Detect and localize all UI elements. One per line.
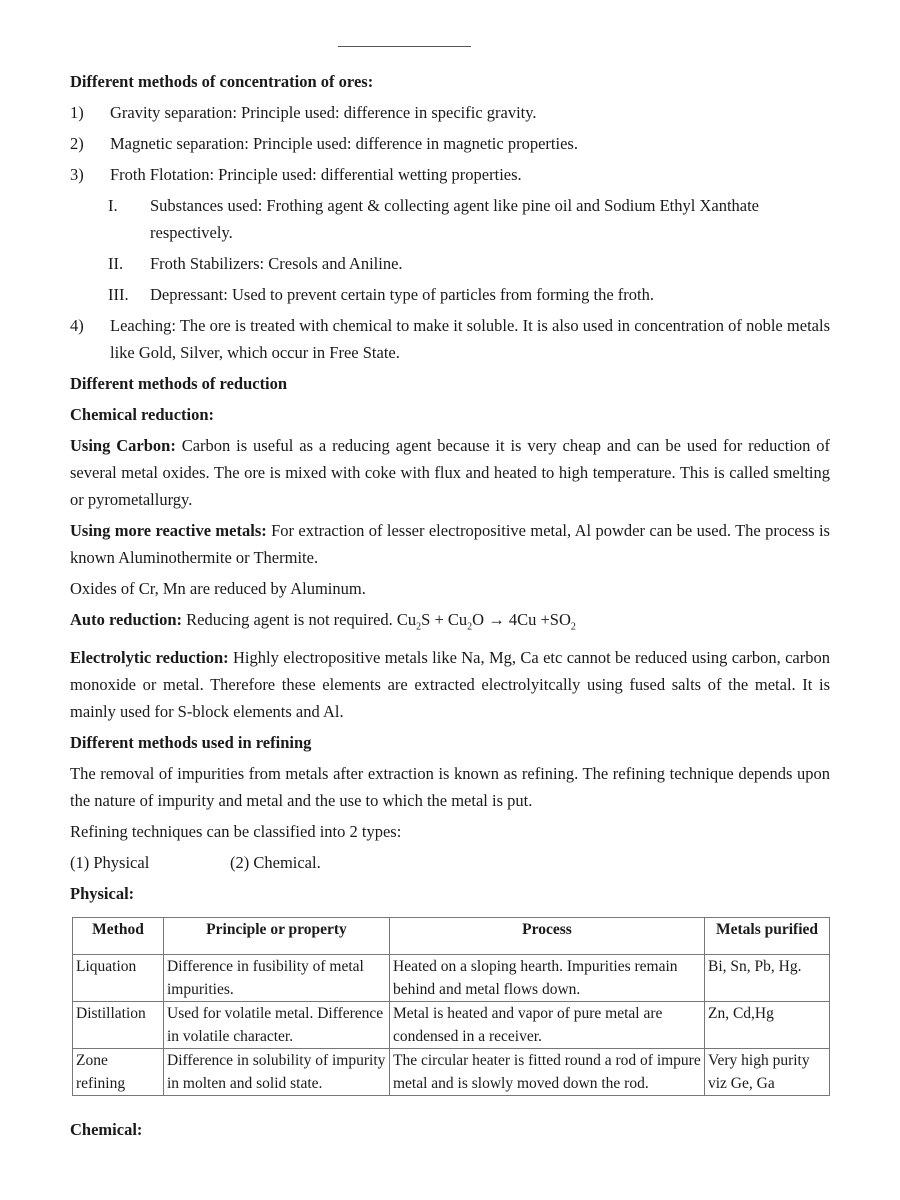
table-row [73, 1049, 830, 1096]
text: For extraction of lesser electropositive metal, Al powder can be used. The process is known Aluminothermite or Thermite. [70, 521, 830, 567]
cell: Metal is heated and vapor of pure metal are condensed in a receiver. [390, 1002, 705, 1049]
para-reactive [70, 517, 830, 571]
para-refining: The removal of impurities from metals after extraction is known as refining. The refining technique depends upon the nature of impurity and metal and the use to which the metal is put. [70, 764, 830, 811]
item-number: 4) [70, 316, 84, 335]
list-item [70, 312, 830, 366]
cell: Liquation [73, 955, 164, 1002]
para-carbon [70, 432, 830, 513]
physical-refining-table [72, 917, 830, 1096]
heading-chemical-reduction: Chemical reduction: [70, 405, 215, 424]
sub-text: Froth Stabilizers: Cresols and Aniline. [150, 254, 403, 273]
list-item [70, 130, 830, 157]
header-cell: Process [390, 918, 705, 955]
text: Highly electropositive metals like Na, Mg, Ca etc cannot be reduced using carbon, carbon monoxide or metal. Therefore these elements are extracted electrolyitcally using fused salts of the metal. It is mainly used for S-block elements and Al. [70, 648, 830, 722]
para-electrolytic [70, 644, 830, 725]
cell: Heated on a sloping hearth. Impurities remain behind and metal flows down. [390, 955, 705, 1002]
sub-text: Depressant: Used to prevent certain type of particles from forming the froth. [150, 285, 654, 304]
divider [338, 46, 471, 47]
item-text: Leaching: The ore is treated with chemical to make it soluble. It is also used in concentration of noble metals like Gold, Silver, which occur in Free State. [110, 316, 830, 362]
cell: Zn, Cd,Hg [705, 1002, 830, 1049]
sub-item [108, 192, 830, 246]
text: Reducing agent is not required. [182, 610, 397, 629]
label: Electrolytic reduction: [70, 648, 229, 668]
table-header [73, 918, 830, 955]
label: Using more reactive metals: [70, 521, 267, 540]
sub-number: I. [108, 196, 118, 215]
label: Auto reduction: [70, 610, 182, 629]
cell: Difference in fusibility of metal impurities. [164, 955, 390, 1002]
sub-item [108, 250, 830, 277]
table-row [73, 1002, 830, 1049]
type-physical: (1) Physical [70, 853, 150, 873]
sub-number: II. [108, 254, 124, 273]
type-chemical: (2) Chemical. [230, 853, 321, 873]
cell: Difference in solubility of impurity in molten and solid state. [164, 1049, 390, 1096]
header-cell: Principle or property [164, 918, 390, 955]
sub-item [108, 281, 830, 308]
heading-physical: Physical: [70, 884, 135, 904]
item-text: Gravity separation: Principle used: difference in specific gravity. [110, 103, 537, 122]
para-types: Refining techniques can be classified into 2 types: [70, 822, 402, 842]
heading-concentration: Different methods of concentration of ores: [70, 72, 374, 91]
cell: Very high purity viz Ge, Ga [705, 1049, 830, 1096]
item-number: 3) [70, 165, 84, 184]
sub-number: III. [108, 285, 129, 304]
text: Carbon is useful as a reducing agent because it is very cheap and can be used for reduction of several metal oxides. The ore is mixed with coke with flux and heated to high temperature. This is called smelting or pyrometallurgy. [70, 436, 831, 509]
item-text: Magnetic separation: Principle used: difference in magnetic properties. [110, 134, 578, 153]
cell: Used for volatile metal. Difference in volatile character. [164, 1002, 390, 1049]
para-auto [70, 606, 830, 640]
item-number: 2) [70, 134, 84, 153]
header-cell: Metals purified [705, 918, 830, 955]
cell: The circular heater is fitted round a rod of impure metal and is slowly moved down the rod. [390, 1049, 705, 1096]
list-item [70, 99, 830, 126]
cell: Zone refining [73, 1049, 164, 1096]
equation: $Cu_2S + Cu_2O \to 4Cu +SO_2$ [396, 610, 576, 633]
heading-reduction: Different methods of reduction [70, 374, 288, 393]
para-oxides: Oxides of Cr, Mn are reduced by Aluminum. [70, 579, 366, 598]
label: Using Carbon: [70, 436, 176, 455]
table-row [73, 955, 830, 1002]
heading-refining: Different methods used in refining [70, 733, 312, 753]
item-text: Froth Flotation: Principle used: differential wetting properties. [110, 165, 522, 184]
types-list [70, 849, 830, 876]
sub-text: Substances used: Frothing agent & collecting agent like pine oil and Sodium Ethyl Xanthate respectively. [150, 196, 760, 242]
header-cell: Method [73, 918, 164, 955]
heading-chemical: Chemical: [70, 1120, 143, 1140]
list-item [70, 161, 830, 188]
cell: Distillation [73, 1002, 164, 1049]
item-number: 1) [70, 103, 84, 122]
cell: Bi, Sn, Pb, Hg. [705, 955, 830, 1002]
